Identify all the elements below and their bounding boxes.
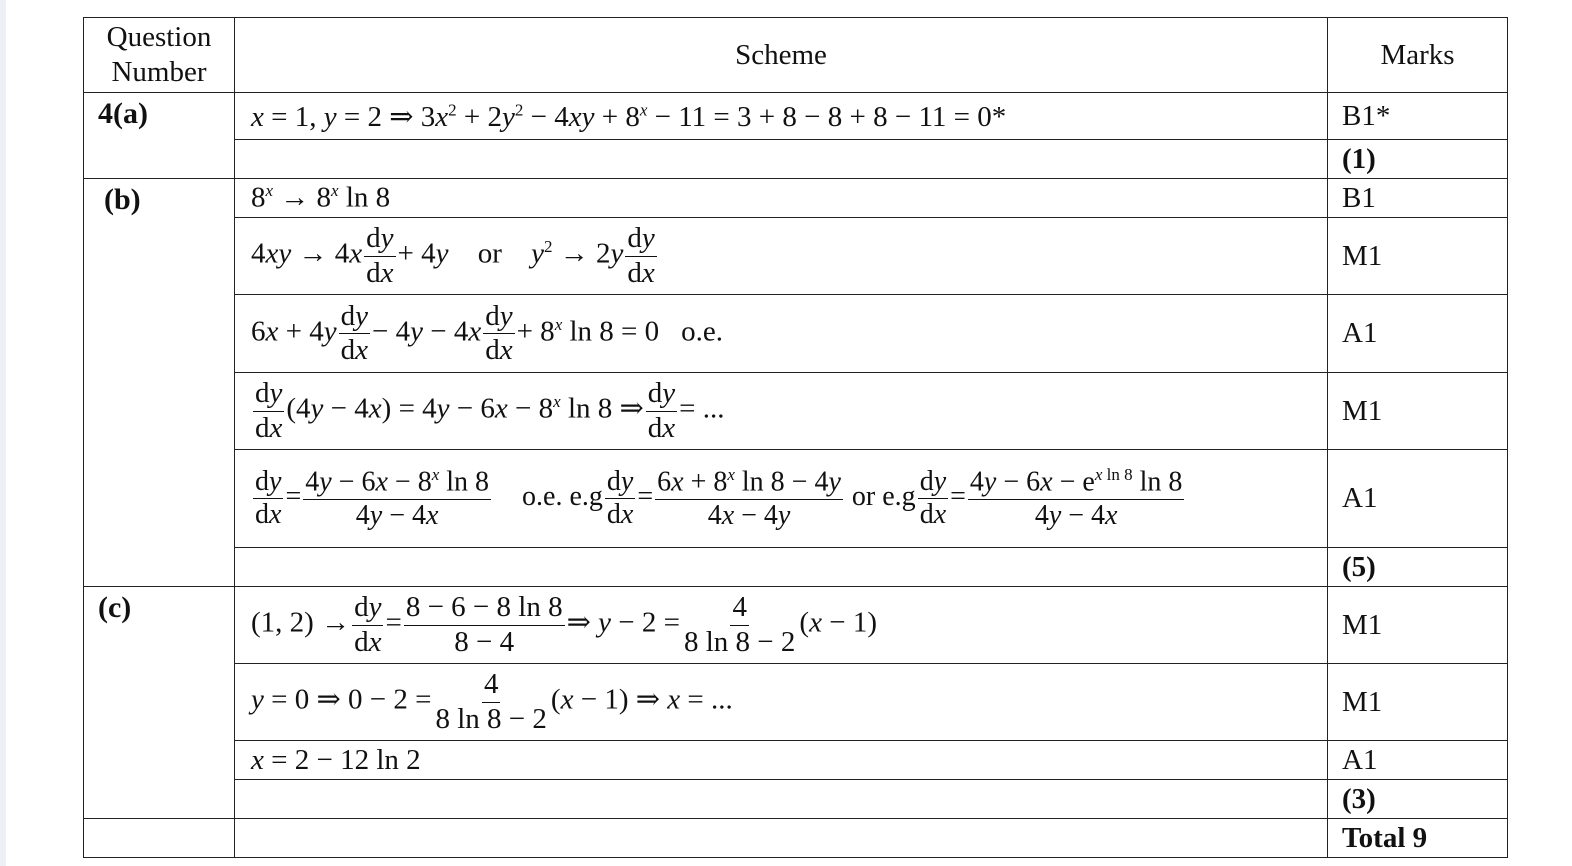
part-b-mark-4: M1 xyxy=(1328,373,1508,450)
empty-scheme-cell xyxy=(235,780,1328,819)
part-c-step-1: (1, 2) → $\frac{dy}{dx}$ = $\frac{8 - 6 - 8 \ln 8}{8 - 4}$ ⇒ y − 2 = $\frac{4}{8 \ln 8 - 2}$ (x − 1) xyxy=(235,587,1328,664)
part-a-total-row xyxy=(84,140,1508,179)
empty-scheme-cell xyxy=(235,140,1328,179)
part-b-step-3-row xyxy=(84,295,1508,373)
empty-scheme-cell xyxy=(235,548,1328,587)
grand-total-row xyxy=(84,819,1508,858)
part-b-mark-5: A1 xyxy=(1328,450,1508,548)
part-b-step-3: 6x + 4y $\frac{dy}{dx}$ − 4y − 4x $\frac{dy}{dx}$ + $8^x$ ln 8 = 0 o.e. xyxy=(235,295,1328,373)
scheme-header: Scheme xyxy=(235,18,1328,93)
part-b-step-5: $\frac{dy}{dx}$ = $\frac{4y - 6x - 8^x \ln 8}{4y - 4x}$ o.e. e.g $\frac{dy}{dx}$ = $\frac{6x + 8^x \ln 8 - 4y}{4x - 4y}$ or e.g $\frac{dy}{dx}$ = $\frac{4y - 6x - e^{x ln 8} \ln 8}{4y - 4x}$ xyxy=(235,450,1328,548)
part-b-step-1-row xyxy=(84,179,1508,218)
part-c-step-1-row xyxy=(84,587,1508,664)
part-b-mark-2: M1 xyxy=(1328,218,1508,295)
mark-scheme-table xyxy=(83,17,1508,858)
part-b-step-2: 4xy → 4x $\frac{dy}{dx}$ + 4y or $y^2 \to 2y$ $\frac{dy}{dx}$ xyxy=(235,218,1328,295)
part-a-label: 4(a) xyxy=(84,93,235,179)
part-c-mark-2: M1 xyxy=(1328,664,1508,741)
part-c-step-2-row xyxy=(84,664,1508,741)
part-c-mark-1: M1 xyxy=(1328,587,1508,664)
part-c-total: (3) xyxy=(1328,780,1508,819)
part-b-step-4-row xyxy=(84,373,1508,450)
empty-scheme-cell xyxy=(235,819,1328,858)
part-c-step-2: y = 0 ⇒ 0 − 2 = $\frac{4}{8 \ln 8 - 2}$ (x − 1) ⇒ x = ... xyxy=(235,664,1328,741)
empty-question-cell xyxy=(84,819,235,858)
part-c-label: (c) xyxy=(84,587,235,819)
part-b-step-1: $8^x \to 8^x$ ln 8 xyxy=(235,179,1328,218)
part-c-step-3: x = 2 − 12 ln 2 xyxy=(235,741,1328,780)
grand-total: Total 9 xyxy=(1328,819,1508,858)
part-b-label: (b) xyxy=(84,179,235,587)
part-c-total-row xyxy=(84,780,1508,819)
part-b-total-row xyxy=(84,548,1508,587)
question-number-header: Question Number xyxy=(84,18,235,93)
part-b-mark-1: B1 xyxy=(1328,179,1508,218)
part-c-step-3-row xyxy=(84,741,1508,780)
part-b-step-5-row xyxy=(84,450,1508,548)
part-c-mark-3: A1 xyxy=(1328,741,1508,780)
part-b-total: (5) xyxy=(1328,548,1508,587)
part-b-step-4: $\frac{dy}{dx}$ $(4y - 4x) = 4y - 6x - 8^x$ ln 8 ⇒ $\frac{dy}{dx}$ = ... xyxy=(235,373,1328,450)
part-a-mark-1: B1* xyxy=(1328,93,1508,140)
part-a-step-1: x = 1, y = 2 ⇒ $3x^2 + 2y^2 - 4xy + 8^x - 11 = 3 + 8 - 8 + 8 - 11 = 0*$ xyxy=(235,93,1328,140)
part-a-step-1-row xyxy=(84,93,1508,140)
part-b-mark-3: A1 xyxy=(1328,295,1508,373)
header-row xyxy=(84,18,1508,93)
part-a-total: (1) xyxy=(1328,140,1508,179)
left-edge-strip xyxy=(0,0,6,866)
part-b-step-2-row xyxy=(84,218,1508,295)
marks-header: Marks xyxy=(1328,18,1508,93)
